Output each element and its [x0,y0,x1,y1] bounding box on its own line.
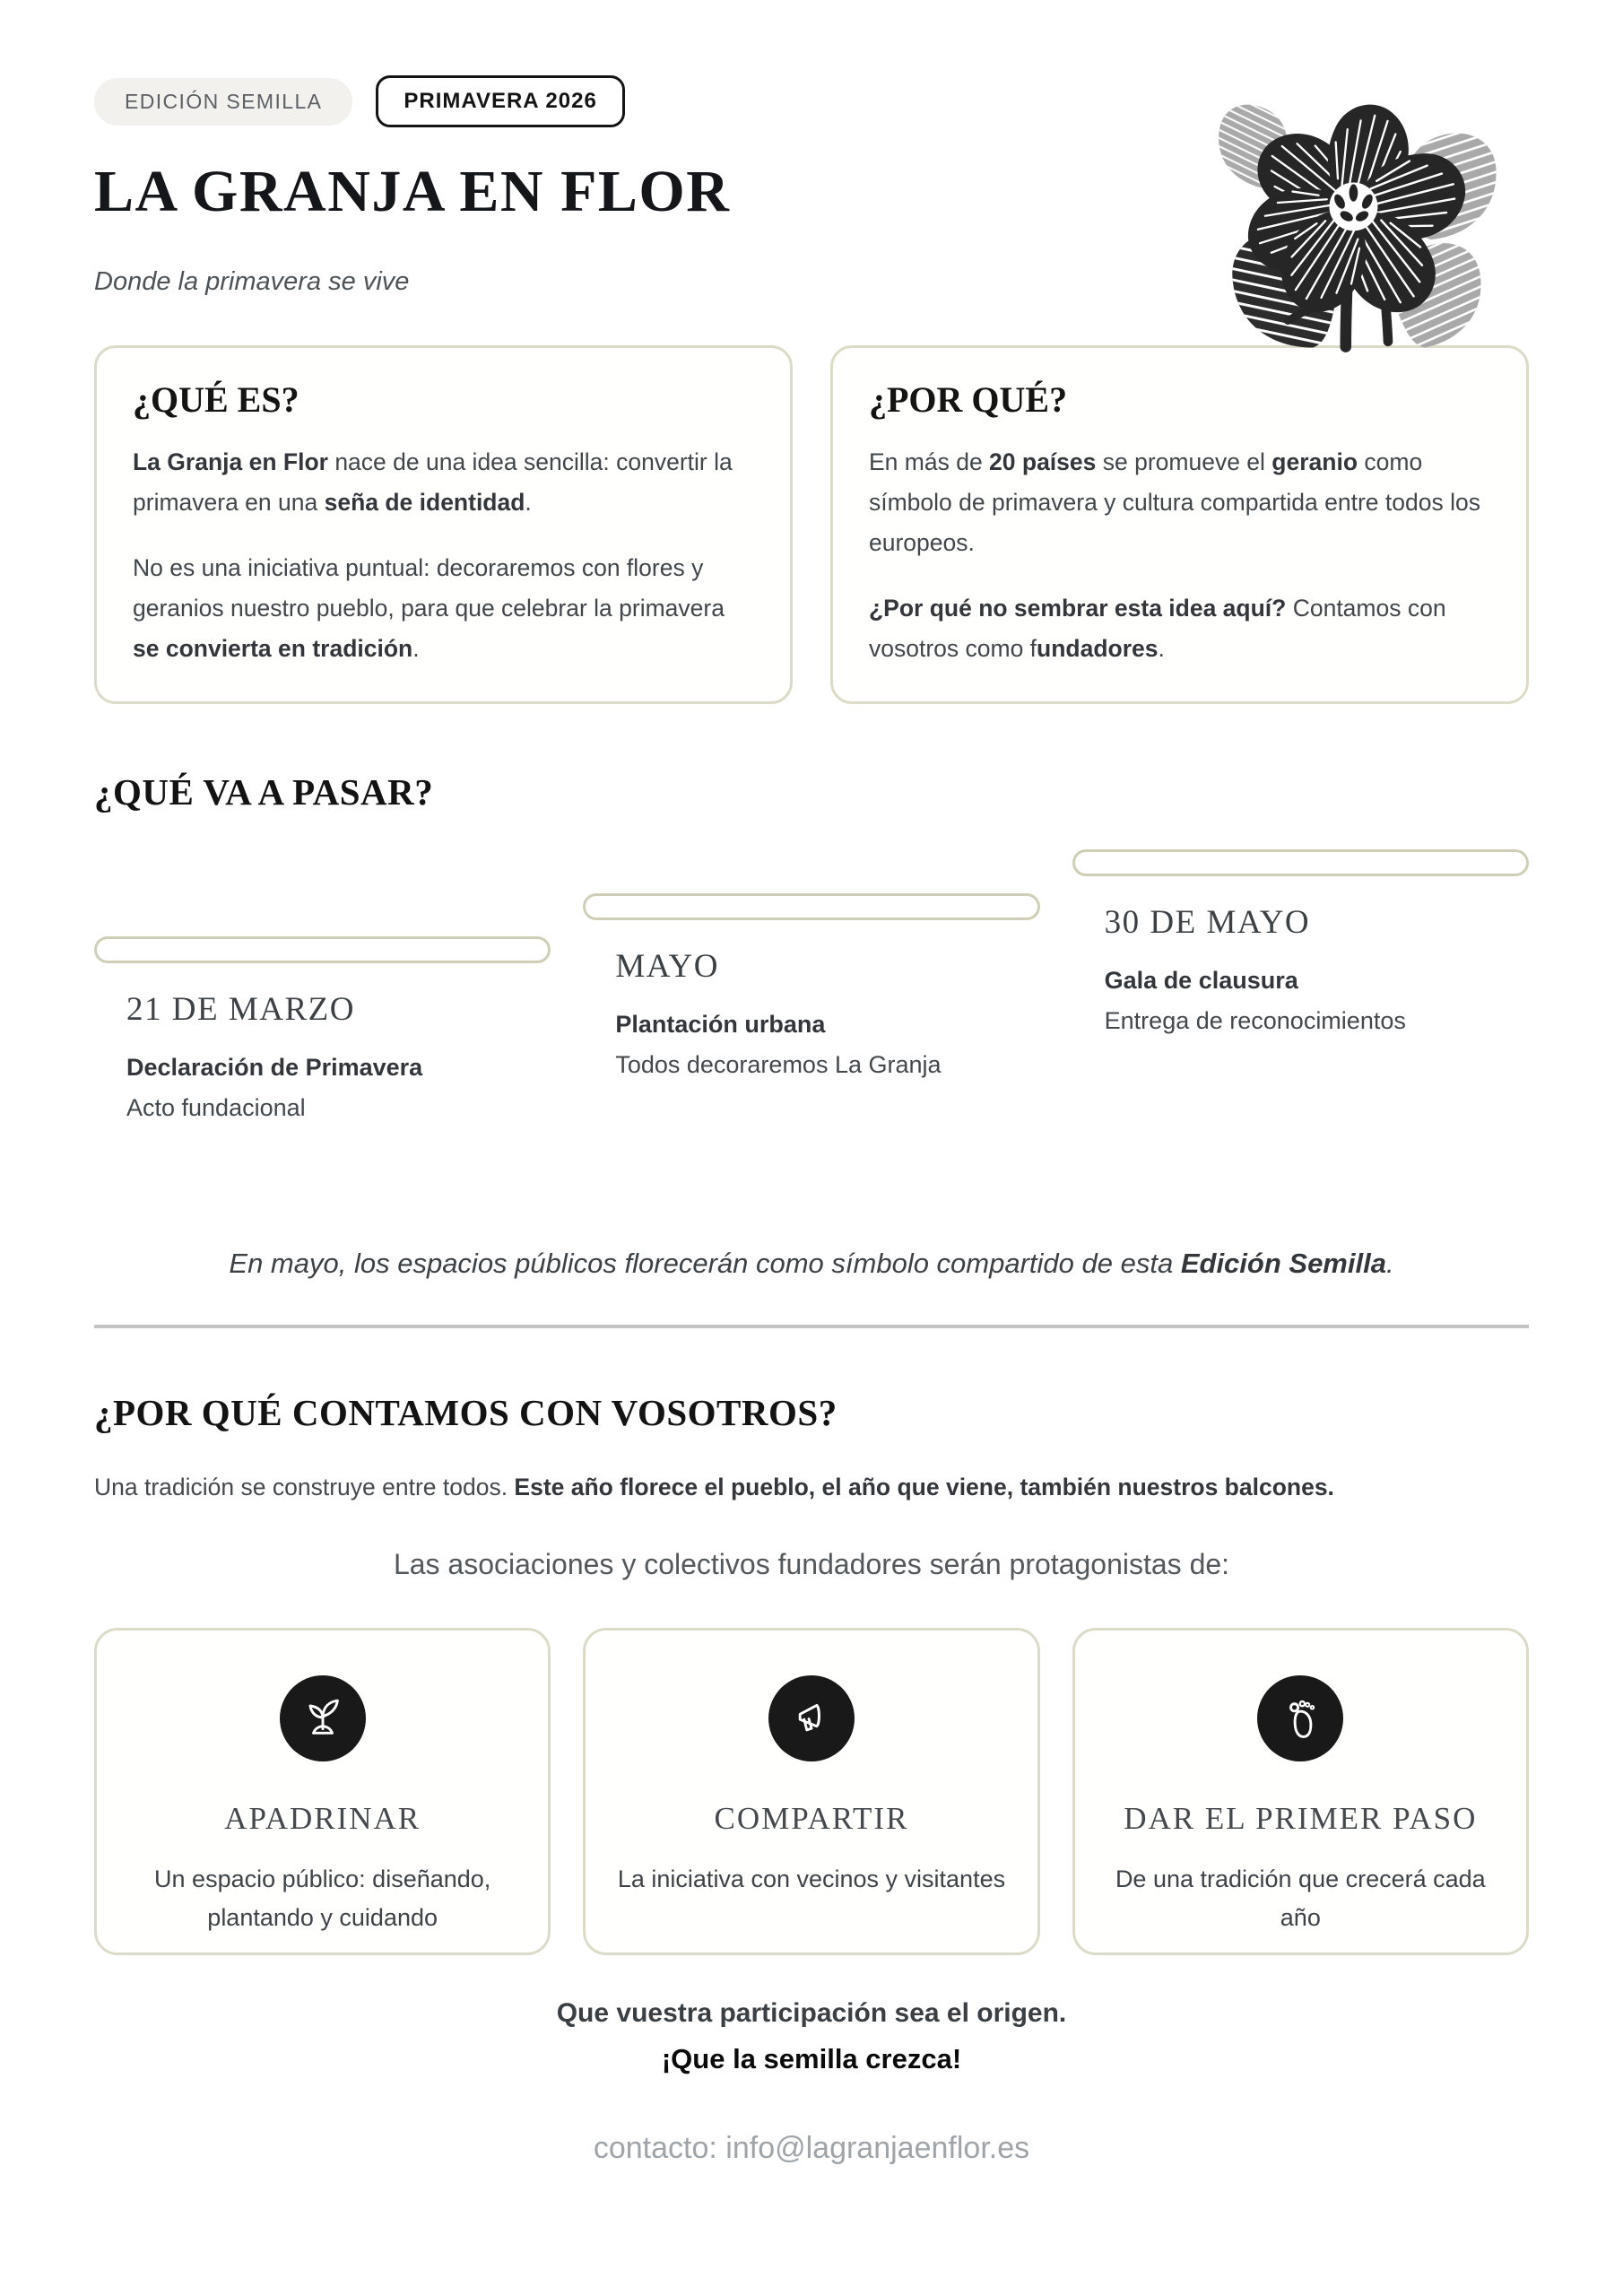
seedling-icon [298,1693,348,1744]
timeline-event-may [583,893,1039,1154]
timeline-event-may30 [1072,849,1529,1154]
participation-lead: Las asociaciones y colectivos fundadores serán protagonistas de: [393,1548,1230,1581]
timeline-heading: ¿QUÉ VA A PASAR? [94,771,434,813]
timeline-pill [94,936,551,963]
timeline-title: Declaración de Primavera [126,1054,423,1082]
what-is-paragraph: La Granja en Flor nace de una idea sencilla: convertir la primavera en una seña de identidad. [133,448,733,517]
what-is-heading: ¿QUÉ ES? [133,379,299,420]
card-compartir [583,1628,1039,1955]
timeline-event-march [94,936,551,1154]
card-icon-circle [280,1675,366,1761]
timeline-subtitle: Todos decoraremos La Granja [615,1051,942,1079]
timeline [94,849,1529,1154]
card-icon-circle [1257,1675,1343,1761]
card-text: Un espacio público: diseñando, plantando y cuidando [154,1866,491,1932]
timeline-date: 21 DE MARZO [126,991,355,1029]
may-quote: En mayo, los espacios públicos florecerán como símbolo compartido de esta Edición Semilla. [229,1248,1394,1280]
card-title: COMPARTIR [714,1801,909,1837]
what-is-paragraph: No es una iniciativa puntual: decoraremos con flores y geranios nuestro pueblo, para que celebrar la primavera se convierta en tradición. [133,554,725,663]
info-boxes-row [94,345,1529,704]
card-title: APADRINAR [224,1801,421,1837]
timeline-pill [1072,849,1529,876]
page-title: LA GRANJA EN FLOR [94,159,731,224]
role-cards [94,1628,1529,1955]
what-is-box [94,345,793,704]
card-apadrinar [94,1628,551,1955]
card-primer-paso [1072,1628,1529,1955]
timeline-title: Gala de clausura [1104,967,1298,995]
footer-message: Que vuestra participación sea el origen. [556,1998,1067,2029]
footer-slogan: ¡Que la semilla crezca! [661,2043,962,2075]
megaphone-icon [786,1693,837,1744]
contact-email: contacto: info@lagranjaenflor.es [593,2131,1030,2166]
linocut-flower-icon [1170,75,1533,361]
section-divider [94,1325,1529,1328]
timeline-subtitle: Entrega de reconocimientos [1104,1007,1406,1035]
timeline-subtitle: Acto fundacional [126,1094,306,1122]
why-paragraph: ¿Por qué no sembrar esta idea aquí? Contamos con vosotros como fundadores. [869,595,1446,663]
edition-badge: EDICIÓN SEMILLA [94,78,352,126]
timeline-title: Plantación urbana [615,1011,826,1039]
card-text: La iniciativa con vecinos y visitantes [617,1866,1006,1893]
season-badge: PRIMAVERA 2026 [376,75,624,127]
card-title: DAR EL PRIMER PASO [1124,1801,1478,1837]
page-subtitle: Donde la primavera se vive [94,267,410,296]
participation-heading: ¿POR QUÉ CONTAMOS CON VOSOTROS? [94,1392,838,1434]
why-heading: ¿POR QUÉ? [869,379,1068,420]
why-box [830,345,1529,704]
card-text: De una tradición que crecerá cada año [1115,1866,1486,1932]
card-icon-circle [768,1675,855,1761]
timeline-pill [583,893,1039,920]
why-paragraph: En más de 20 países se promueve el geranio como símbolo de primavera y cultura compartida entre todos los europeos. [869,448,1480,557]
footprint-icon [1275,1693,1325,1744]
timeline-date: 30 DE MAYO [1104,904,1311,942]
timeline-date: MAYO [615,948,719,986]
participation-intro: Una tradición se construye entre todos. Este año florece el pueblo, el año que viene, también nuestros balcones. [94,1474,1334,1501]
